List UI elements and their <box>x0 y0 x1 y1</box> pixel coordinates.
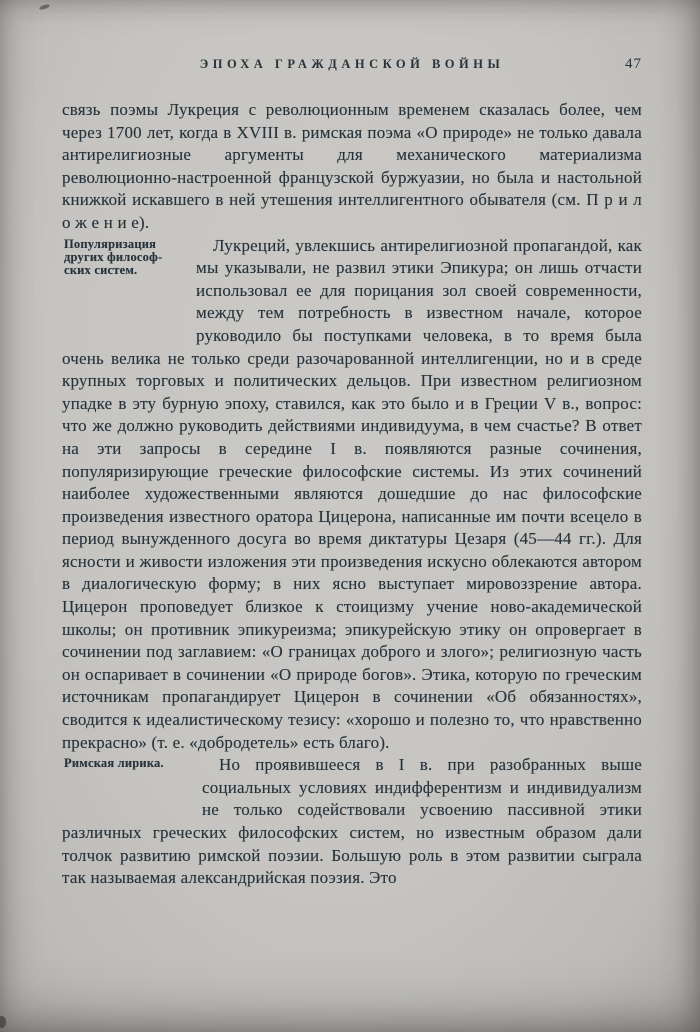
margin-note-roman-lyric <box>62 754 202 800</box>
margin-note-line: других философ- <box>64 249 163 264</box>
margin-note-popularization <box>62 235 196 326</box>
paragraph-roman-poetry: Но проявившееся в I в. при разобранных выше социальных условиях индифферентизм и индивидуализм не только содействовали усвоению пассивной этики различных греческих философских систем, но известным образом дали толчок развитию римской поэзии. Большую роль в этом развитии сыграла так называемая александрийская поэзия. Это <box>62 755 642 888</box>
text-column <box>62 99 642 890</box>
section-popularization <box>62 235 642 755</box>
page-number: 47 <box>625 56 642 72</box>
margin-note-line: Римская лирика. <box>64 756 164 771</box>
margin-note-line: Популяризация <box>64 236 157 251</box>
scan-blemish <box>0 1016 6 1028</box>
margin-note-line: ских систем. <box>64 262 138 277</box>
running-head-title: ЭПОХА ГРАЖДАНСКОЙ ВОЙНЫ <box>199 57 505 71</box>
scan-edge-shadow <box>696 902 700 992</box>
paragraph-lucretius-legacy: связь поэмы Лукреция с революционным временем сказалась более, чем через 1700 лет, когда в XVIII в. римская поэма «О природе» не только давала антирелигиозные аргументы для механического материализма революционно-настроенной французской буржуазии, но была и настольной книжкой искавшего в ней утешения интеллигентного обывателя (см. П р и л о ж е н и е). <box>62 100 642 232</box>
scan-blemish <box>39 3 51 10</box>
paragraph-cicero-philosophy: Лукреций, увлекшись антирелигиозной пропагандой, как мы указывали, не развил этики Эпикура; он лишь отчасти использовал ее для порицания зол своей современности, между тем потребность в известном начале, которое руководило бы поступками человека, в то время была очень велика не только среди разочарованной интеллигенции, но и в среде крупных торговых и политических дельцов. При известном религиозном упадке в эту бурную эпоху, ставился, как это было и в Греции V в., вопрос: что же должно руководить действиями индивидуума, в чем счастье? В ответ на эти запросы в середине I в. появляются разные сочинения, популяризирующие греческие философские системы. Из этих сочинений наиболее художественными являются дошедшие до нас философские произведения известного оратора Цицерона, написанные им почти всецело в период вынужденного досуга во время диктатуры Цезаря (45—44 гг.). Для ясности и живости изложения эти произведения искусно облекаются автором в диалогическую форму; в них ясно выступает мировоззрение автора. Цицерон проповедует близкое к стоицизму учение ново-академической школы; он противник эпикуреизма; эпикурейскую этику он опровергает в сочинении под заглавием: «О границах доброго и злого»; религиозную часть он оспаривает в сочинении «О природе богов». Этика, которую по греческим источникам пропагандирует Цицерон в сочинении «Об обязанностях», сводится к идеалистическому тезису: «хорошо и полезно то, что нравственно прекрасно» (т. е. «добродетель» есть благо). <box>62 235 642 752</box>
section-roman-lyric <box>62 754 642 890</box>
running-head <box>62 56 642 73</box>
